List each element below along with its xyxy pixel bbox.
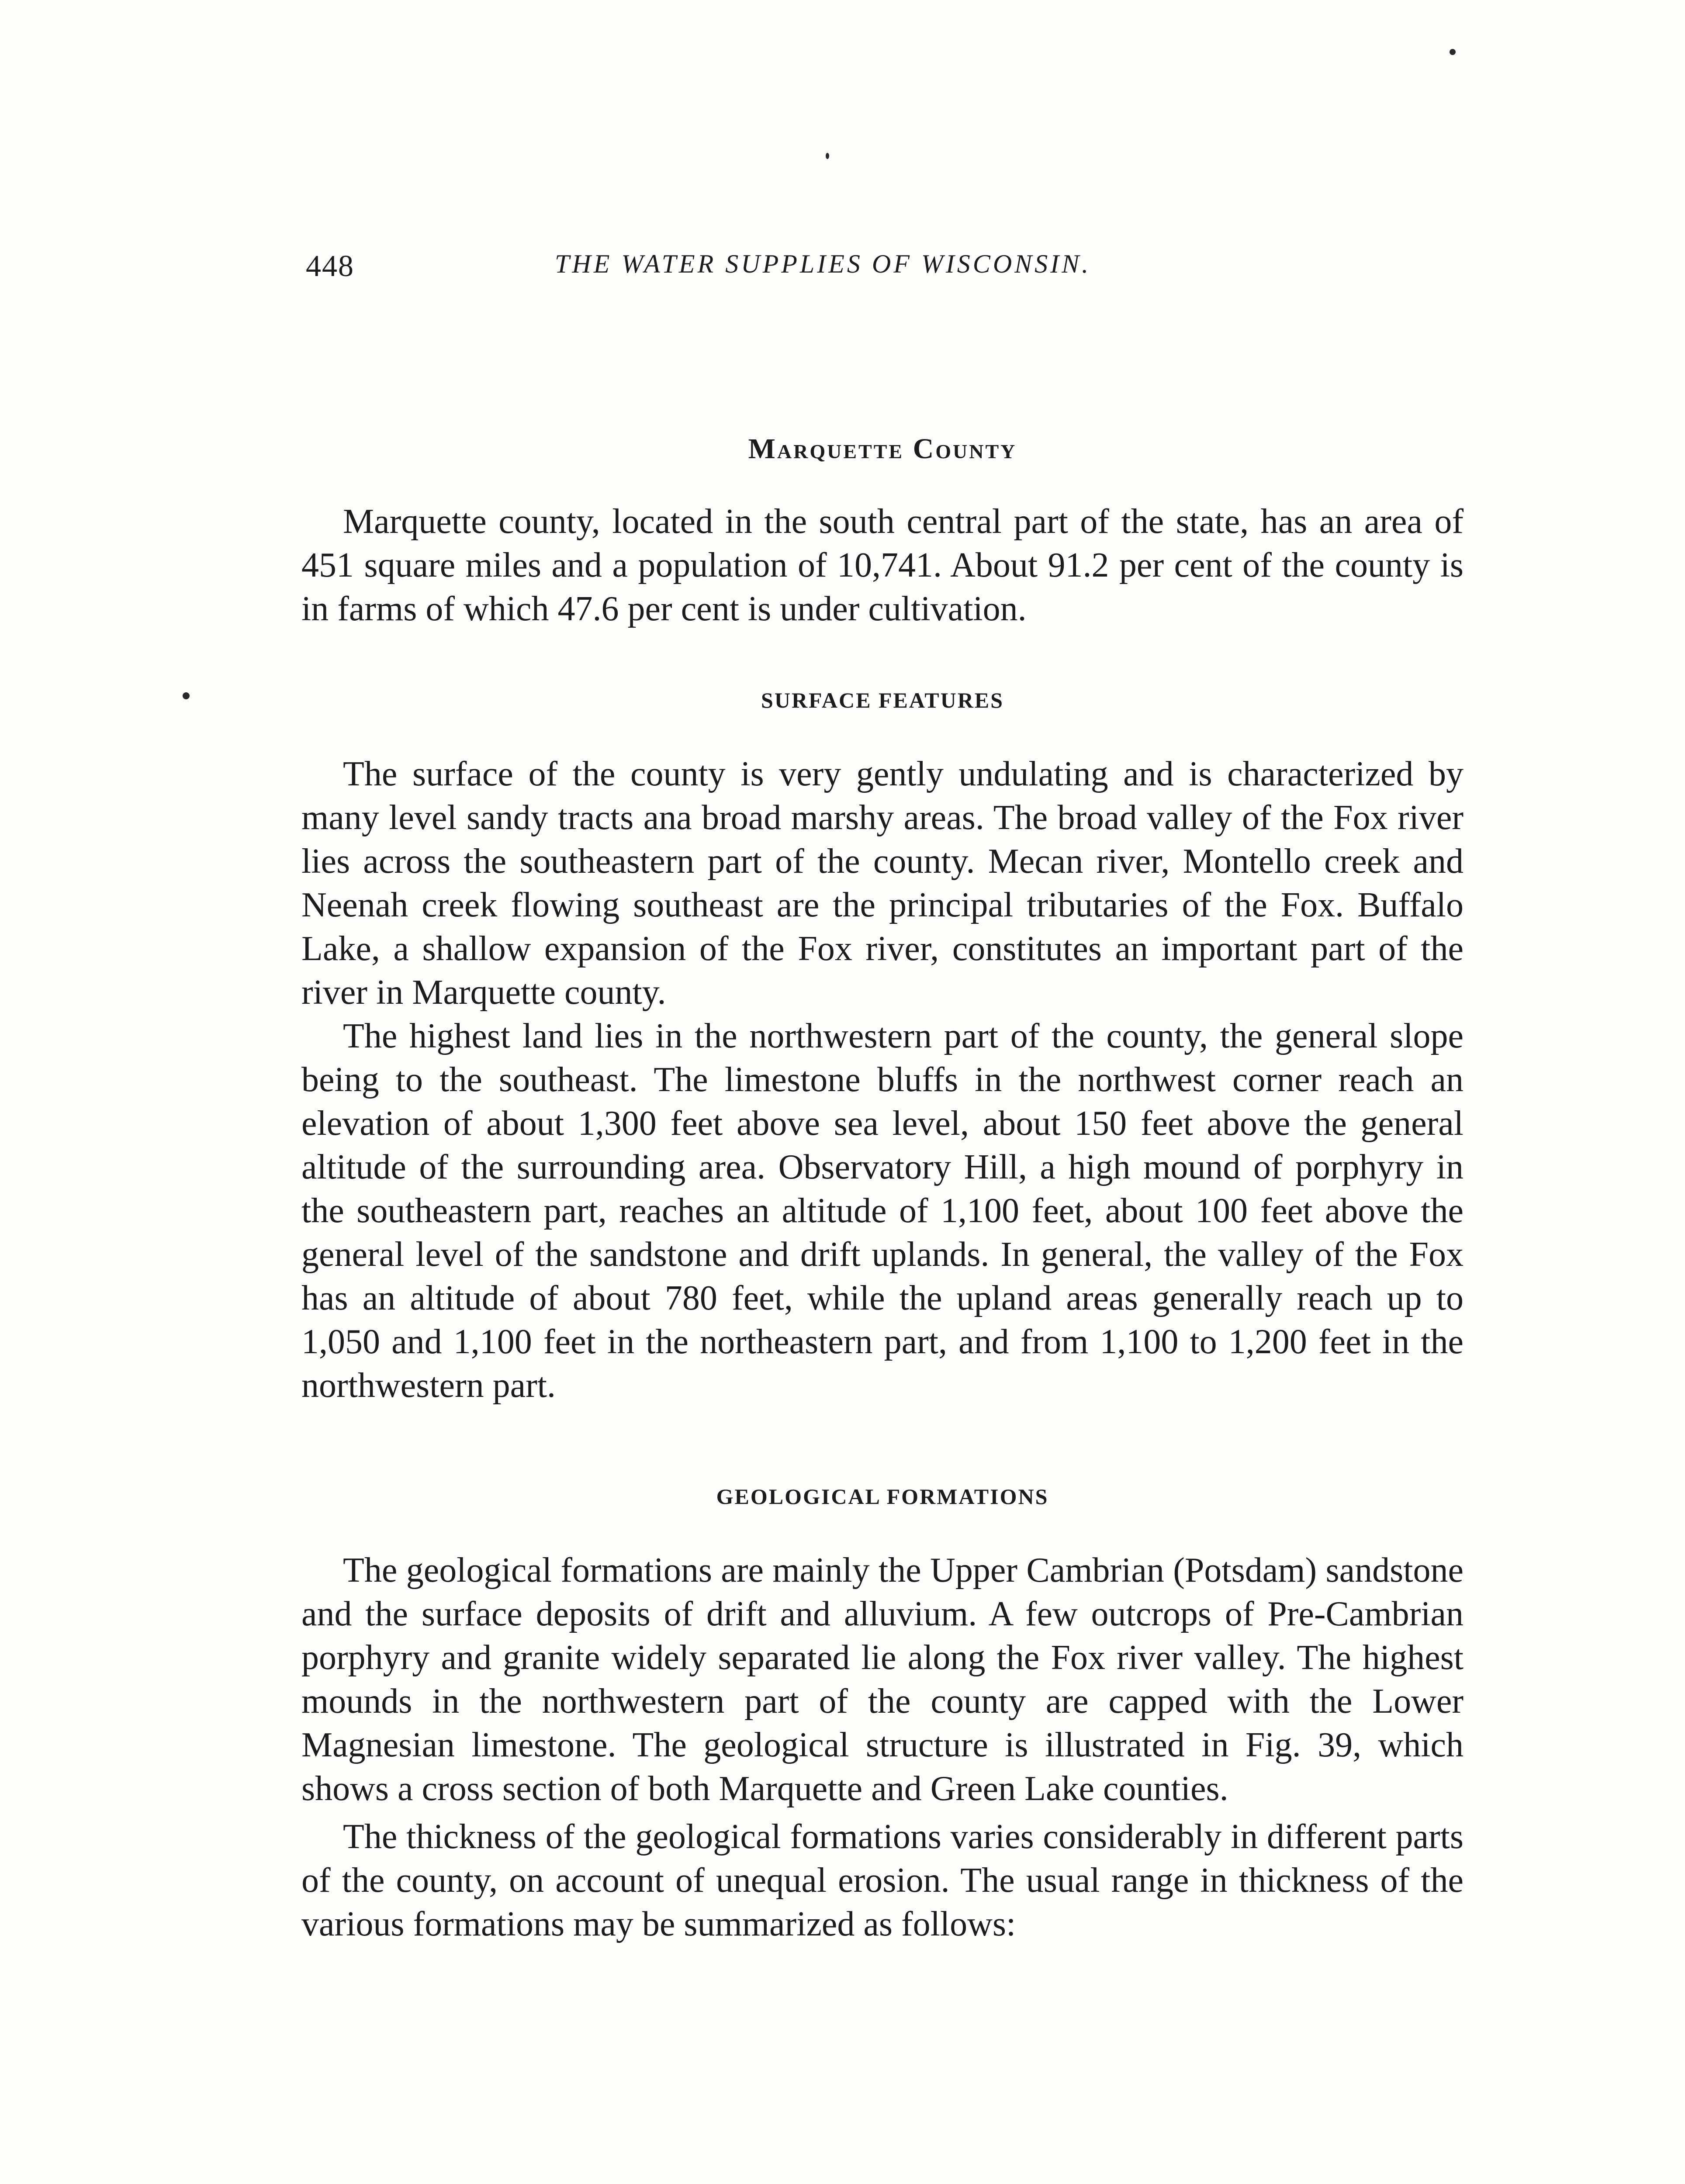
page-body xyxy=(301,432,1464,1946)
running-header xyxy=(306,249,1485,288)
page-number: 448 xyxy=(306,249,354,283)
paragraph: The geological formations are mainly the Upper Cambrian (Potsdam) sandstone and the surface deposits of drift and alluvium. A few outcrops of Pre-Cambrian porphyry and granite widely separated lie along the Fox river valley. The highest mounds in the northwestern part of the county are capped with the Lower Magnesian limestone. The geological structure is illustrated in Fig. 39, which shows a cross section of both Marquette and Green Lake counties. xyxy=(301,1551,1464,1808)
section-heading-geological-formations: GEOLOGICAL FORMATIONS xyxy=(716,1484,1049,1509)
paragraph: The thickness of the geological formations varies considerably in different parts of the county, on account of unequal erosion. The usual range in thickness of the various formations may be summarized as follows: xyxy=(301,1818,1464,1943)
county-title: Marquette County xyxy=(748,433,1017,465)
paragraph: The surface of the county is very gently undulating and is characterized by many level sandy tracts ana broad marshy areas. The broad valley of the Fox river lies across the southeastern part of the county. Mecan river, Montello creek and Neenah creek flowing southeast are the principal tributaries of the Fox. Buffalo Lake, a shallow expansion of the Fox river, constitutes an important part of the river in Marquette county. xyxy=(301,755,1464,1012)
intro-paragraph: Marquette county, located in the south central part of the state, has an area of 451 square miles and a population of 10,741. About 91.2 per cent of the county is in farms of which 47.6 per cent is under cultivation. xyxy=(301,502,1464,628)
section-heading-surface-features: SURFACE FEATURES xyxy=(761,688,1004,712)
paragraph: The highest land lies in the northwestern part of the county, the general slope being to the southeast. The limestone bluffs in the northwest corner reach an elevation of about 1,300 feet above sea level, about 150 feet above the general altitude of the surrounding area. Observatory Hill, a high mound of porphyry in the southeastern part, reaches an altitude of 1,100 feet, about 100 feet above the general level of the sandstone and drift uplands. In general, the valley of the Fox has an altitude of about 780 feet, while the upland areas generally reach up to 1,050 and 1,100 feet in the northeastern part, and from 1,100 to 1,200 feet in the northwestern part. xyxy=(301,1017,1464,1405)
ink-speck xyxy=(1450,49,1456,55)
running-title: THE WATER SUPPLIES OF WISCONSIN. xyxy=(555,249,1091,278)
ink-speck xyxy=(826,153,829,159)
ink-speck xyxy=(183,692,190,699)
